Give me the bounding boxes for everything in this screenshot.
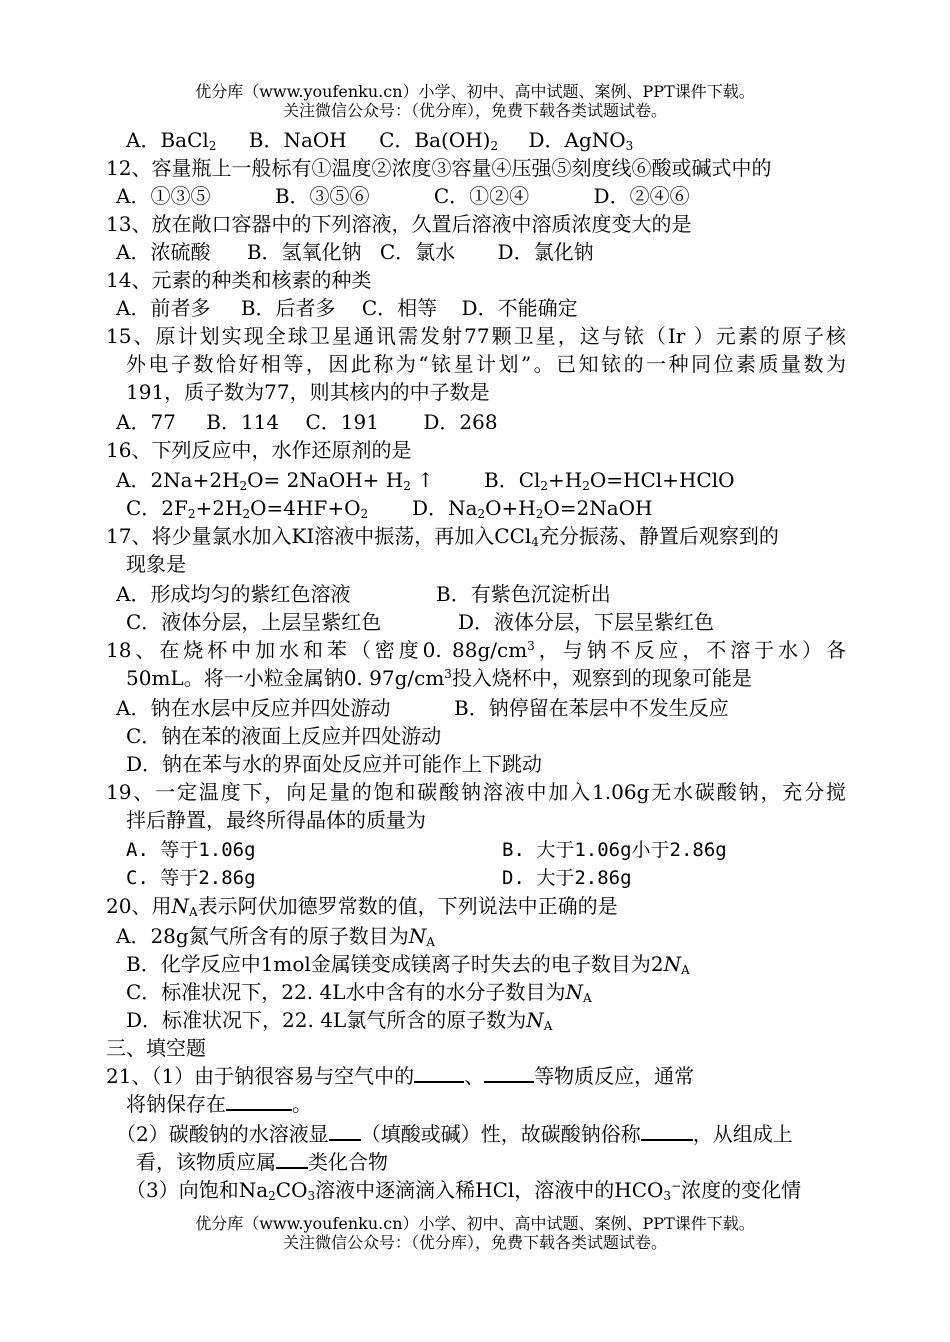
page-header bbox=[0, 82, 950, 120]
option-d: D．268 bbox=[423, 410, 498, 434]
q20-option-a: A．28g氮气所含有的原子数目为$N_A$ bbox=[116, 924, 435, 949]
header-line-1: 优分库（www.youfenku.cn）小学、初中、高中试题、案例、PPT课件下载。 bbox=[195, 82, 755, 101]
option-c: C．相等 bbox=[361, 296, 438, 320]
q12-stem: 12、容量瓶上一般标有①温度②浓度③容量④压强⑤刻度线⑥酸或碱式中的 bbox=[106, 156, 772, 180]
q21-line-4: 看，该物质应属 类化合物 bbox=[136, 1150, 388, 1174]
q18-option-b: B．钠停留在苯层中不发生反应 bbox=[454, 696, 729, 720]
header-line-2: 关注微信公众号：（优分库），免费下载各类试题试卷。 bbox=[282, 101, 667, 120]
option-b: B．NaOH bbox=[248, 128, 347, 152]
option-b: B．114 bbox=[206, 410, 280, 434]
q15-line-2: 外电子数恰好相等，因此称为“铱星计划”。已知铱的一种同位素质量数为 bbox=[126, 352, 846, 376]
q19-option-d: D. 大于2.86g bbox=[502, 867, 632, 889]
q19-option-b: B. 大于1.06g小于2.86g bbox=[502, 839, 727, 861]
q12-options bbox=[116, 182, 690, 210]
q16-option-c: C．$2F_2+2H_2O=4HF+O_2$ bbox=[126, 496, 369, 521]
q11-options bbox=[126, 126, 633, 154]
answer-blank[interactable] bbox=[329, 1121, 361, 1141]
q15-line-1: 15、原计划实现全球卫星通讯需发射77颗卫星，这与铱（Ir ）元素的原子核 bbox=[106, 324, 846, 348]
q18-option-c: C．钠在苯的液面上反应并四处游动 bbox=[126, 724, 442, 748]
q16-option-a: A．$2Na+2H_2O=$ 2NaOH+ $H_2$ ↑ bbox=[116, 468, 434, 493]
answer-blank[interactable] bbox=[276, 1149, 308, 1169]
q17-option-a: A．形成均匀的紫红色溶液 bbox=[116, 582, 351, 606]
option-c: C．191 bbox=[305, 410, 379, 434]
q19-option-c: C. 等于2.86g bbox=[126, 867, 256, 889]
option-b: B．后者多 bbox=[240, 296, 336, 320]
q19-line-1: 19、一定温度下，向足量的饱和碳酸钠溶液中加入1.06g无水碳酸钠，充分搅 bbox=[106, 780, 846, 804]
q21-line-3: （2）碳酸钠的水溶液显 （填酸或碱）性，故碳酸钠俗称 ，从组成上 bbox=[116, 1122, 793, 1146]
q18-line-1: 18、在烧杯中加水和苯（密度0. $88g/cm^3$，与钠不反应，不溶于水）各 bbox=[106, 638, 846, 662]
option-d: D．氯化钠 bbox=[497, 240, 594, 264]
answer-blank[interactable] bbox=[484, 1063, 534, 1083]
option-a: A．①③⑤ bbox=[116, 184, 211, 208]
answer-blank[interactable] bbox=[641, 1121, 693, 1141]
q19-line-2: 拌后静置，最终所得晶体的质量为 bbox=[126, 808, 426, 832]
q14-options bbox=[116, 294, 578, 322]
option-c: C．$Ba(OH)_2$ bbox=[379, 128, 499, 153]
q18-option-a: A．钠在水层中反应并四处游动 bbox=[116, 696, 391, 720]
footer-line-2: 关注微信公众号：（优分库），免费下载各类试题试卷。 bbox=[282, 1233, 667, 1252]
q20-option-b: B．化学反应中1mol金属镁变成镁离子时失去的电子数目为$2N_A$ bbox=[126, 952, 690, 977]
q15-options bbox=[116, 408, 498, 436]
option-d: D．②④⑥ bbox=[593, 184, 690, 208]
q17-line-2: 现象是 bbox=[126, 552, 186, 576]
q20-stem: 20、用$N_A$表示阿伏加德罗常数的值，下列说法中正确的是 bbox=[106, 894, 618, 919]
option-b: B．③⑤⑥ bbox=[274, 184, 370, 208]
answer-blank[interactable] bbox=[226, 1091, 292, 1111]
q14-stem: 14、元素的种类和核素的种类 bbox=[106, 268, 372, 292]
option-a: A．BaCl$_2$ bbox=[126, 128, 217, 153]
q16-option-b: B．$Cl_2+H_2O=HCl+HClO$ bbox=[484, 468, 735, 493]
page-footer bbox=[0, 1214, 950, 1252]
option-a: A．浓硫酸 bbox=[116, 240, 211, 264]
q18-option-d: D．钠在苯与水的界面处反应并可能作上下跳动 bbox=[126, 752, 543, 776]
q17-option-b: B．有紫色沉淀析出 bbox=[436, 582, 611, 606]
q21-line-1: 21、（1）由于钠很容易与空气中的 、 等物质反应，通常 bbox=[106, 1064, 695, 1088]
q21-line-5: （3）向饱和$Na_2CO_3$溶液中逐滴滴入稀HCl，溶液中的$HCO_3^-$浓度的变化情 bbox=[126, 1178, 802, 1203]
answer-blank[interactable] bbox=[414, 1063, 464, 1083]
q13-options bbox=[116, 238, 594, 266]
q17-option-d: D．液体分层，下层呈紫红色 bbox=[458, 610, 715, 634]
footer-line-1: 优分库（www.youfenku.cn）小学、初中、高中试题、案例、PPT课件下载。 bbox=[195, 1214, 755, 1233]
q15-line-3: 191，质子数为77，则其核内的中子数是 bbox=[126, 380, 490, 404]
q13-stem: 13、放在敞口容器中的下列溶液，久置后溶液中溶质浓度变大的是 bbox=[106, 212, 692, 236]
q19-option-a: A. 等于1.06g bbox=[126, 839, 256, 861]
q17-line-1: 17、将少量氯水加入KI溶液中振荡，再加入CCl$_4$充分振荡、静置后观察到的 bbox=[106, 524, 779, 549]
q21-line-2: 将钠保存在 。 bbox=[126, 1092, 312, 1116]
q16-option-d: D．$Na_2O+H_2O=2NaOH$ bbox=[412, 496, 653, 521]
option-a: A．77 bbox=[116, 410, 176, 434]
option-d: D．AgNO$_3$ bbox=[528, 128, 634, 153]
option-a: A．前者多 bbox=[116, 296, 211, 320]
q16-stem: 16、下列反应中，水作还原剂的是 bbox=[106, 438, 412, 462]
q20-option-d: D．标准状况下，22. 4L氯气所含的原子数为$N_A$ bbox=[126, 1008, 553, 1033]
q18-line-2: 50mL。将一小粒金属钠0. $97g/cm^3$投入烧杯中，观察到的现象可能是 bbox=[126, 666, 752, 690]
q20-option-c: C．标准状况下，22. 4L水中含有的水分子数目为$N_A$ bbox=[126, 980, 592, 1005]
option-c: C．①②④ bbox=[433, 184, 530, 208]
option-c: C．氯水 bbox=[379, 240, 456, 264]
option-d: D．不能确定 bbox=[461, 296, 578, 320]
section-heading: 三、填空题 bbox=[106, 1036, 206, 1060]
q17-option-c: C．液体分层，上层呈紫红色 bbox=[126, 610, 382, 634]
option-b: B．氢氧化钠 bbox=[246, 240, 362, 264]
